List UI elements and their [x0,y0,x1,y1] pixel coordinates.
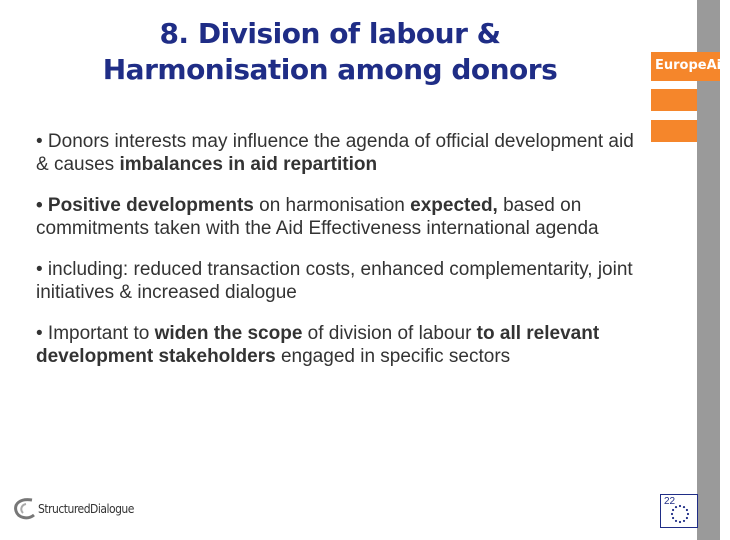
slide-title [40,16,620,88]
eu-star [672,509,674,511]
page-number: 22 [664,496,676,507]
text: • including: reduced transaction costs, enhanced complementarity, joint initiatives & increased dialogue [36,259,633,303]
structured-dialogue-logo-icon [12,494,38,524]
eu-star [683,520,685,522]
right-grey-bar [697,0,720,540]
bold-text: • Positive developments [36,195,254,216]
bullet-paragraph [36,322,636,368]
eu-stars-icon [669,503,691,525]
eu-star [679,505,681,507]
text: on harmonisation [253,195,411,216]
bullet-list [36,130,636,386]
text: engaged in specific sectors [275,346,511,367]
eu-star [686,509,688,511]
page-number-box [660,494,698,528]
eu-star [675,520,677,522]
bold-text: expected, [410,195,498,216]
eu-star [687,513,689,515]
structured-dialogue-logo [12,494,142,524]
bullet-paragraph [36,258,636,304]
eu-star [686,517,688,519]
text: of division of labour [302,323,477,344]
bold-text: imbalances in aid repartition [119,154,378,175]
text: based on commitments taken with the Aid Effectiveness international agenda [36,195,599,239]
text: • Important to [36,323,155,344]
eu-star [671,513,673,515]
orange-square-1 [651,89,697,111]
bold-text: to all relevant development stakeholders [36,323,600,367]
title-line-1: 8. Division of labour & [159,17,501,50]
eu-star [672,517,674,519]
eu-star [683,506,685,508]
bold-text: widen the scope [154,323,303,344]
europeaid-label: EuropeAid [655,58,730,73]
eu-star [675,506,677,508]
orange-square-2 [651,120,697,142]
title-line-2: Harmonisation among donors [102,53,558,86]
structured-dialogue-logo-text: StructuredDialogue [38,502,134,516]
bullet-paragraph [36,130,636,176]
eu-star [679,521,681,523]
bullet-paragraph [36,194,636,240]
text: • Donors interests may influence the agenda of official development aid & causes [36,131,634,175]
